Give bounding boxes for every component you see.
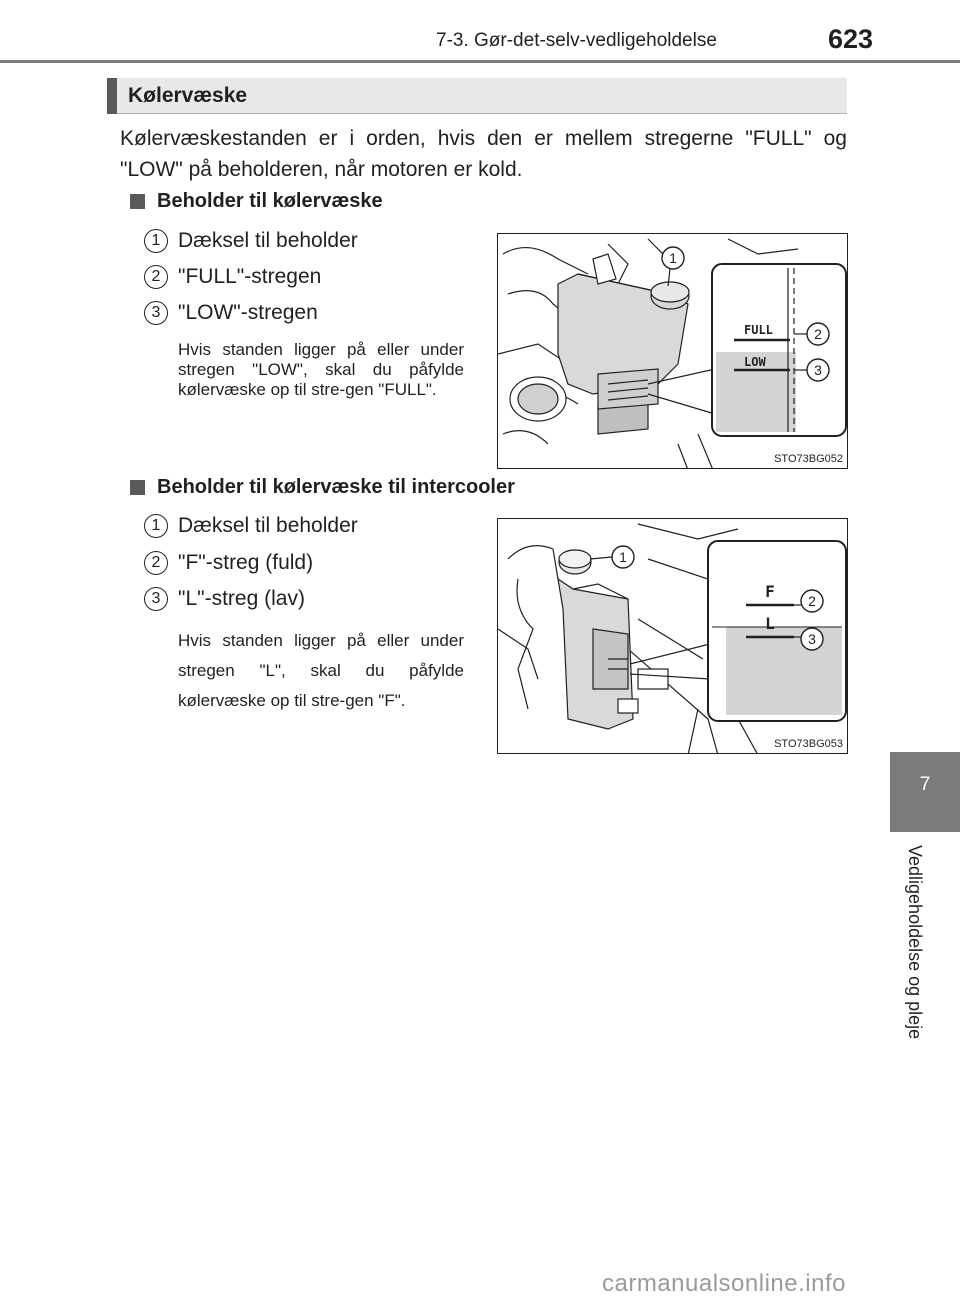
list-item (144, 551, 313, 575)
list-item-label: Dæksel til beholder (178, 514, 358, 537)
callout-number-icon: 2 (144, 551, 168, 575)
list-item-label: "FULL"-stregen (178, 265, 322, 288)
subheading-text: Beholder til kølervæske (157, 190, 383, 212)
fig1-full-mark: FULL (744, 323, 773, 337)
chapter-tab-label: Vedligeholdelse og pleje (905, 845, 925, 1040)
square-bullet-icon (130, 480, 145, 495)
callout-number-icon: 1 (144, 229, 168, 253)
list-item (144, 514, 358, 538)
fig1-callout-1: 1 (669, 250, 677, 266)
note-paragraph: Hvis standen ligger på eller under stregen "L", skal du påfylde kølervæske op til stre-gen "F". (178, 631, 464, 710)
subheading-coolant-reservoir (130, 190, 383, 213)
list-item-label: "F"-streg (fuld) (178, 551, 314, 574)
watermark: carmanualsonline.info (602, 1270, 846, 1297)
square-bullet-icon (130, 194, 145, 209)
list-item (144, 265, 321, 289)
engine-bay-illustration (498, 234, 848, 469)
page-number: 623 (828, 24, 874, 54)
chapter-tab[interactable] (890, 752, 960, 832)
fig2-l-mark: L (765, 614, 775, 633)
callout-number-icon: 3 (144, 301, 168, 325)
section-heading-bar (107, 78, 847, 114)
intercooler-illustration (498, 519, 848, 754)
section-heading-accent (107, 78, 117, 114)
intro-paragraph: Kølervæskestanden er i orden, hvis den er mellem stregerne "FULL" og "LOW" på beholderen, når motoren er kold. (120, 127, 847, 181)
subheading-intercooler-reservoir (130, 476, 515, 499)
list-item (144, 301, 318, 325)
callout-number-icon: 1 (144, 514, 168, 538)
figure-code: STO73BG053 (774, 738, 843, 750)
callout-number-icon: 3 (144, 587, 168, 611)
list-item-label: Dæksel til beholder (178, 229, 358, 252)
fig2-f-mark: F (765, 582, 775, 601)
fig1-callout-3: 3 (814, 362, 822, 378)
chapter-tab-number: 7 (919, 774, 931, 795)
header-rule (0, 60, 960, 63)
fig1-low-mark: LOW (744, 355, 766, 369)
list-item (144, 229, 358, 253)
figure-intercooler-reservoir (497, 518, 848, 754)
figure-coolant-reservoir (497, 233, 848, 469)
subheading-text: Beholder til kølervæske til intercooler (157, 476, 515, 498)
figure-code: STO73BG052 (774, 453, 843, 465)
fig2-callout-3: 3 (808, 631, 816, 647)
callout-number-icon: 2 (144, 265, 168, 289)
fig1-callout-2: 2 (814, 326, 822, 342)
list-item (144, 587, 305, 611)
section-title: Kølervæske (128, 84, 248, 107)
note-paragraph: Hvis standen ligger på eller under stregen "LOW", skal du påfylde kølervæske op til stre-gen "FULL". (178, 340, 464, 399)
list-item-label: "L"-streg (lav) (178, 587, 305, 610)
running-header-section: 7-3. Gør-det-selv-vedligeholdelse (436, 30, 717, 51)
fig2-callout-1: 1 (619, 549, 627, 565)
fig2-callout-2: 2 (808, 593, 816, 609)
list-item-label: "LOW"-stregen (178, 301, 318, 324)
